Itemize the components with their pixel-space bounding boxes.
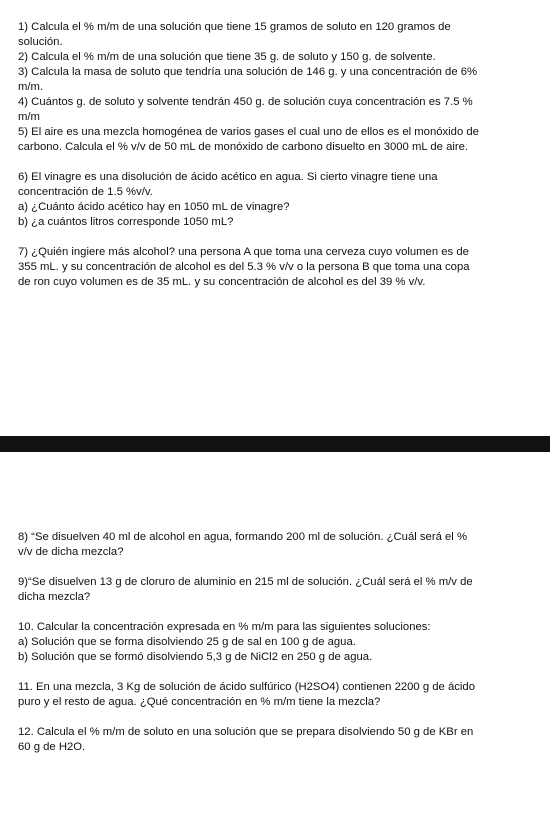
document-page-2 xyxy=(0,452,550,813)
exercise-12-line-1: 12. Calcula el % m/m de soluto en una solución que se prepara disolviendo 50 g de KBr en xyxy=(18,726,474,738)
paragraph-spacer xyxy=(18,560,533,575)
exercise-12-line-2: 60 g de H2O. xyxy=(18,741,86,753)
exercise-list-part-1 xyxy=(18,20,533,290)
exercise-5-line-1: 5) El aire es una mezcla homogénea de varios gases el cual uno de ellos es el monóxido de xyxy=(18,126,479,138)
exercise-1-line-2: solución. xyxy=(18,36,63,48)
paragraph-spacer xyxy=(18,665,533,680)
exercise-6-b: b) ¿a cuántos litros corresponde 1050 mL? xyxy=(18,216,234,228)
paragraph-spacer xyxy=(18,710,533,725)
exercise-10-b: b) Solución que se formó disolviendo 5,3 g de NiCl2 en 250 g de agua. xyxy=(18,651,373,663)
exercise-6-line-1: 6) El vinagre es una disolución de ácido acético en agua. Si cierto vinagre tiene una xyxy=(18,171,438,183)
exercise-11-line-1: 11. En una mezcla, 3 Kg de solución de ácido sulfúrico (H2SO4) contienen 2200 g de ácido xyxy=(18,681,475,693)
exercise-10-heading: 10. Calcular la concentración expresada en % m/m para las siguientes soluciones: xyxy=(18,621,431,633)
page-break-bar xyxy=(0,436,550,452)
paragraph-spacer xyxy=(18,605,533,620)
exercise-7-line-3: de ron cuyo volumen es de 35 mL. y su concentración de alcohol es del 39 % v/v. xyxy=(18,276,426,288)
exercise-1-line-1: 1) Calcula el % m/m de una solución que tiene 15 gramos de soluto en 120 gramos de xyxy=(18,21,451,33)
exercise-9-line-2: dicha mezcla? xyxy=(18,591,91,603)
exercise-3-line-2: m/m. xyxy=(18,81,44,93)
exercise-4-line-2: m/m xyxy=(18,111,40,123)
exercise-11-line-2: puro y el resto de agua. ¿Qué concentración en % m/m tiene la mezcla? xyxy=(18,696,381,708)
exercise-7-line-1: 7) ¿Quién ingiere más alcohol? una persona A que toma una cerveza cuyo volumen es de xyxy=(18,246,469,258)
exercise-6-a: a) ¿Cuánto ácido acético hay en 1050 mL de vinagre? xyxy=(18,201,290,213)
exercise-8-line-2: v/v de dicha mezcla? xyxy=(18,546,124,558)
paragraph-spacer xyxy=(18,155,533,170)
paragraph-spacer xyxy=(18,230,533,245)
exercise-list-part-2 xyxy=(18,530,533,755)
exercise-5-line-2: carbono. Calcula el % v/v de 50 mL de monóxido de carbono disuelto en 3000 mL de aire. xyxy=(18,141,469,153)
exercise-9-line-1: 9)“Se disuelven 13 g de cloruro de aluminio en 215 ml de solución. ¿Cuál será el % m/v de xyxy=(18,576,473,588)
exercise-7-line-2: 355 mL. y su concentración de alcohol es del 5.3 % v/v o la persona B que toma una copa xyxy=(18,261,470,273)
exercise-3-line-1: 3) Calcula la masa de soluto que tendría una solución de 146 g. y una concentración de 6% xyxy=(18,66,478,78)
exercise-2-line: 2) Calcula el % m/m de una solución que tiene 35 g. de soluto y 150 g. de solvente. xyxy=(18,51,436,63)
exercise-8-line-1: 8) “Se disuelven 40 ml de alcohol en agua, formando 200 ml de solución. ¿Cuál será el % xyxy=(18,531,467,543)
exercise-10-a: a) Solución que se forma disolviendo 25 g de sal en 100 g de agua. xyxy=(18,636,356,648)
exercise-4-line-1: 4) Cuántos g. de soluto y solvente tendrán 450 g. de solución cuya concentración es 7.5 % xyxy=(18,96,473,108)
exercise-6-line-2: concentración de 1.5 %v/v. xyxy=(18,186,153,198)
